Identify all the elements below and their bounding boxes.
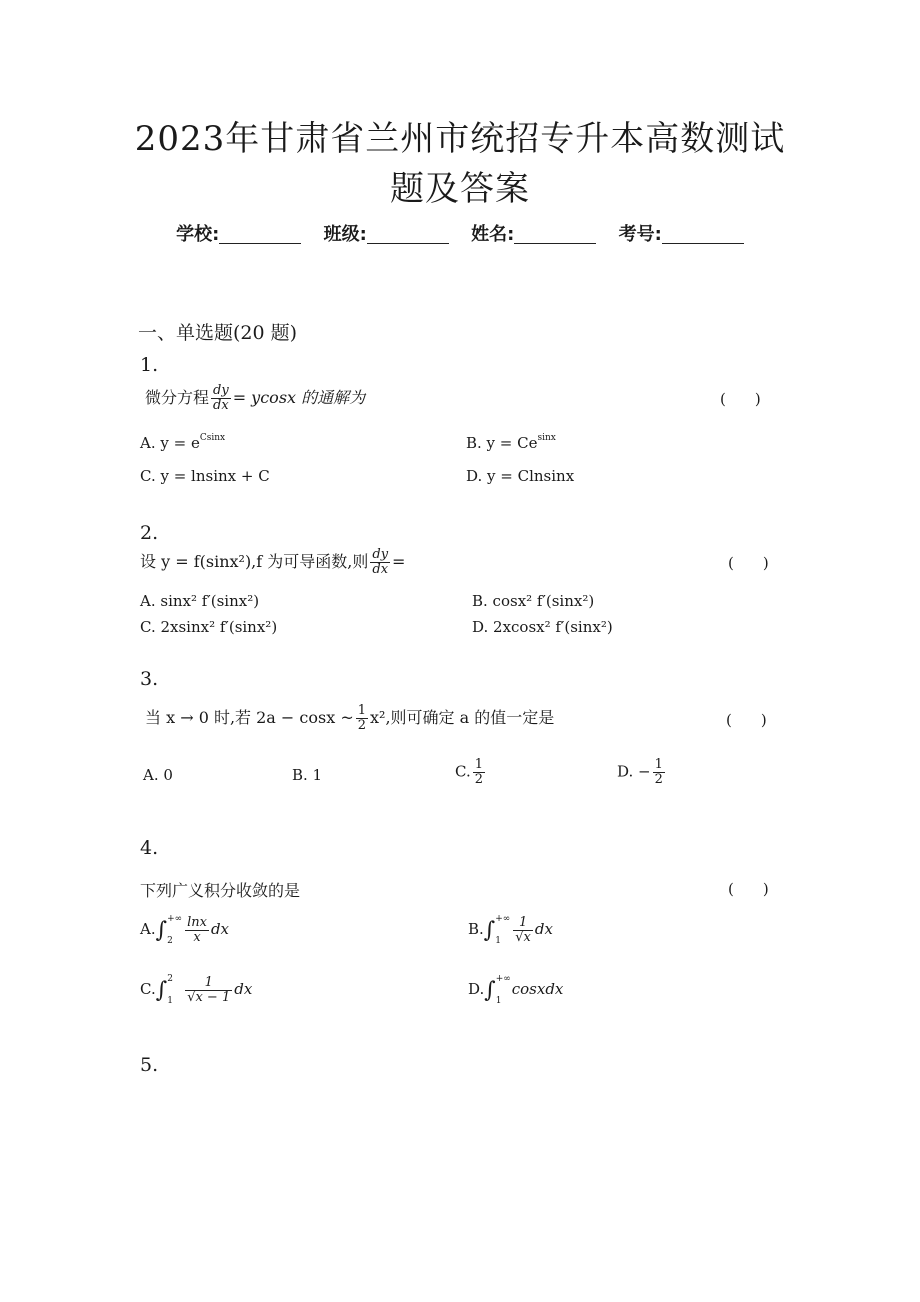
q2-stem-fraction: $\frac{dy}{dx}$ (372, 547, 389, 577)
q2-answer-paren: ( ) (728, 554, 771, 572)
q1-answer-paren: ( ) (720, 390, 763, 408)
q4-option-d: D.∫ +∞ 1 cosxdx (468, 974, 564, 1006)
integral-sign: ∫ (155, 977, 168, 1003)
q1-option-d: D. y = Clnsinx (466, 467, 575, 485)
q1-number: 1. (140, 354, 159, 376)
q3-option-d: D. − $\frac{1}{2}$ (617, 757, 663, 787)
q1-stem-fraction: $\frac{dy}{dx}$ (213, 383, 229, 413)
section-heading: 一、单选题(20 题) (138, 322, 298, 344)
q3-number: 3. (140, 668, 159, 690)
q3-stem: 当 x → 0 时,若 2a − cosx ~ $\frac{1}{2}$ x²,则可确定 a 的值一定是 (145, 703, 555, 733)
q4-answer-paren: ( ) (728, 880, 771, 898)
q3-stem-fraction: $\frac{1}{2}$ (357, 703, 367, 733)
q4-option-c: C.∫ 2 1 $\frac{1}{√x - 1}$ dx (140, 974, 253, 1006)
class-field[interactable]: 班级: (324, 224, 449, 245)
q2-number: 2. (140, 522, 159, 544)
integral-sign: ∫ (484, 977, 496, 1003)
q1-stem: 微分方程 $\frac{dy}{dx}$ = ycosx 的通解为 (145, 383, 366, 413)
doc-title-line1: 2023年甘肃省兰州市统招专升本高数测试 (134, 119, 786, 159)
integral-sign: ∫ (483, 917, 496, 943)
number-field[interactable]: 考号: (619, 224, 744, 245)
q2-option-a: A. sinx² f′(sinx²) (140, 592, 260, 610)
q2-option-d: D. 2xcosx² f′(sinx²) (472, 618, 613, 636)
q1-option-a: A. $y = e^{Csinx}$ (140, 433, 226, 452)
q5-number: 5. (140, 1054, 159, 1076)
q2-option-c: C. 2xsinx² f′(sinx²) (140, 618, 278, 636)
q3-option-a: A. 0 (143, 766, 173, 784)
q1-option-b: B. $y = Ce^{sinx}$ (466, 433, 556, 452)
q2-stem: 设 y = f(sinx²),f 为可导函数,则 $\frac{dy}{dx}$ = (140, 547, 406, 577)
doc-title-line2: 题及答案 (390, 169, 530, 209)
q4-number: 4. (140, 837, 159, 859)
school-field[interactable]: 学校: (176, 224, 301, 245)
q4-option-a: A.∫ +∞ 2 $\frac{\ln x}{x}$ dx (140, 914, 230, 946)
q3-option-c: C. $\frac{1}{2}$ (455, 757, 483, 787)
q3-answer-paren: ( ) (726, 711, 769, 729)
q4-option-b: B.∫ +∞ 1 $\frac{1}{√x}$ dx (468, 914, 553, 946)
q1-option-c: C. y = lnsinx + C (140, 467, 270, 485)
student-info-row (0, 220, 920, 246)
q4-stem: 下列广义积分收敛的是 (140, 881, 301, 900)
q3-option-b: B. 1 (292, 766, 323, 784)
q2-option-b: B. cosx² f′(sinx²) (472, 592, 595, 610)
name-field[interactable]: 姓名: (471, 224, 596, 245)
integral-sign: ∫ (155, 917, 168, 943)
